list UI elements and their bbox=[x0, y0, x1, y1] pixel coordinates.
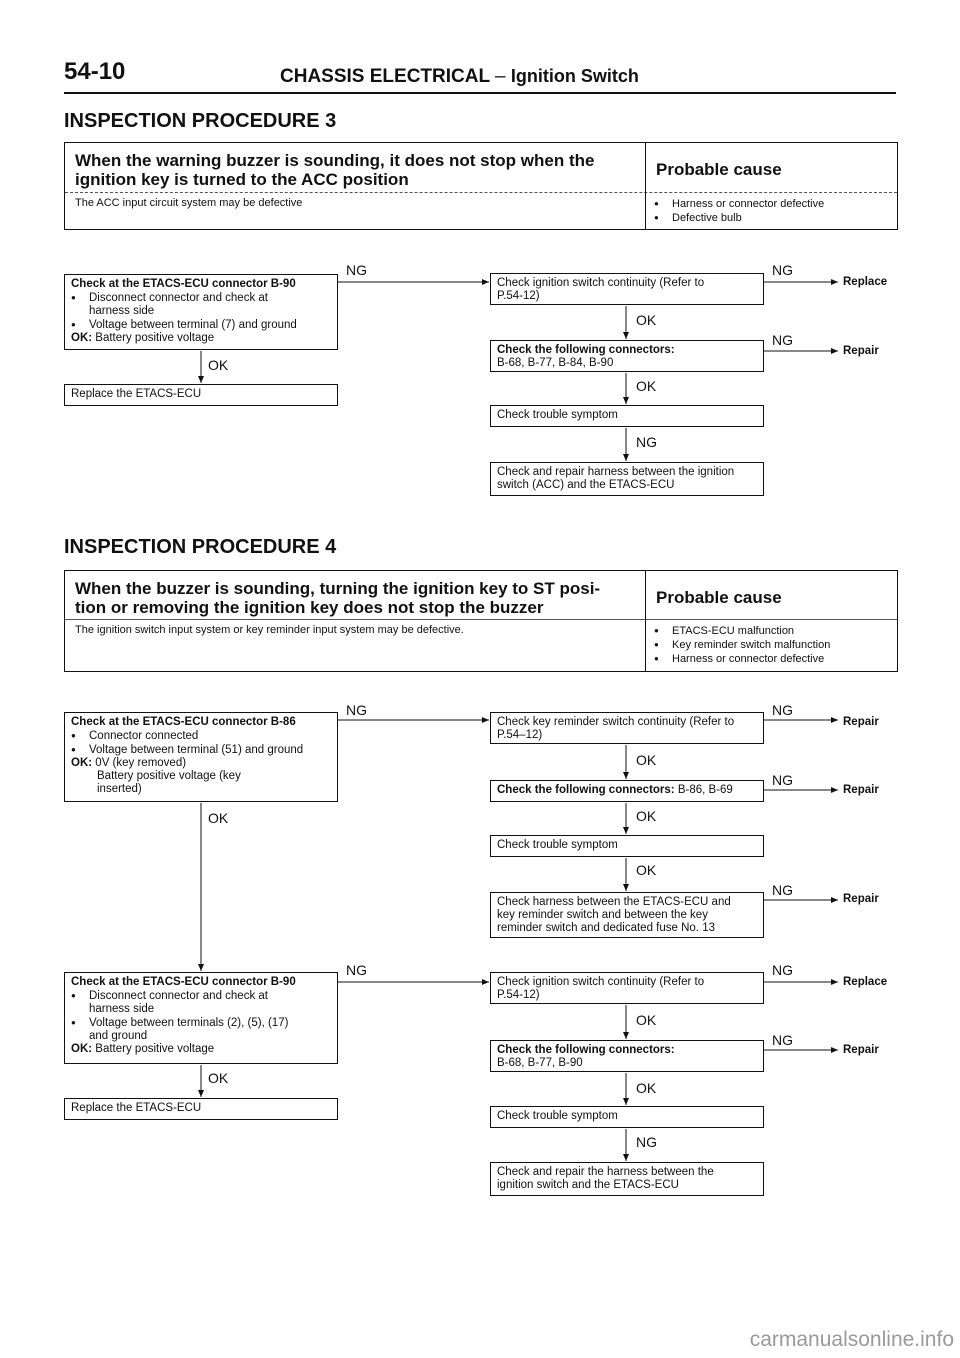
result-repair: Repair bbox=[843, 345, 879, 357]
step-title: Check at the ETACS-ECU connector B-86 bbox=[71, 716, 296, 728]
symptom-line-1: When the buzzer is sounding, turning the ignition key to ST posi- bbox=[75, 579, 601, 598]
step-item-cont: and ground bbox=[89, 1030, 148, 1042]
ng-label: NG bbox=[772, 702, 793, 718]
step-replace-ecu: Replace the ETACS-ECU bbox=[64, 1098, 338, 1120]
subsection-name: Ignition Switch bbox=[510, 66, 639, 86]
step-line: Check and repair the harness between the bbox=[497, 1166, 714, 1178]
ok-label: OK: bbox=[71, 332, 93, 344]
step-title: Check the following connectors: bbox=[497, 1044, 675, 1056]
ok-label: OK bbox=[208, 1070, 229, 1086]
step-item-cont: harness side bbox=[89, 1003, 155, 1015]
procedure-3-title: INSPECTION PROCEDURE 3 bbox=[64, 110, 337, 132]
step-item: ● Connector connected bbox=[71, 729, 331, 743]
cause-description: The ACC input circuit system may be defective bbox=[75, 197, 303, 209]
result-repair: Repair bbox=[843, 893, 879, 905]
step-line: reminder switch and dedicated fuse No. 13 bbox=[497, 922, 715, 934]
step-line: ignition switch and the ETACS-ECU bbox=[497, 1179, 679, 1191]
cause-item: ● Harness or connector defective bbox=[654, 652, 897, 666]
connector-list: B-68, B-77, B-84, B-90 bbox=[497, 357, 614, 369]
cause-description: The ignition switch input system or key reminder input system may be defective. bbox=[75, 624, 464, 636]
symptom-line-2: tion or removing the ignition key does not stop the buzzer bbox=[75, 598, 544, 617]
symptom-line-2: ignition key is turned to the ACC position bbox=[75, 170, 409, 189]
ok-value: Battery positive voltage bbox=[95, 332, 215, 344]
step-line: key reminder switch and between the key bbox=[497, 909, 708, 921]
step-check-trouble: Check trouble symptom bbox=[490, 405, 764, 427]
ok-label: OK bbox=[636, 378, 657, 394]
step-title: Check the following connectors: bbox=[497, 344, 675, 356]
ok-label: OK bbox=[636, 862, 657, 878]
step-line: Check ignition switch continuity (Refer to bbox=[497, 976, 705, 988]
connector-list: B-68, B-77, B-90 bbox=[497, 1057, 583, 1069]
step-line: switch (ACC) and the ETACS-ECU bbox=[497, 479, 675, 491]
probable-cause-label: Probable cause bbox=[645, 571, 897, 619]
title-dash: – bbox=[495, 66, 511, 87]
ok-label: OK bbox=[208, 810, 229, 826]
ng-label: NG bbox=[772, 262, 793, 278]
ng-label: NG bbox=[346, 962, 367, 978]
section-name: CHASSIS ELECTRICAL bbox=[280, 66, 490, 87]
cause-item: ● Harness or connector defective bbox=[654, 197, 897, 211]
ng-label: NG bbox=[772, 962, 793, 978]
result-repair: Repair bbox=[843, 716, 879, 728]
procedure-4-title: INSPECTION PROCEDURE 4 bbox=[64, 536, 337, 558]
ok-value: 0V (key removed) bbox=[95, 757, 187, 769]
step-line: P.54-12) bbox=[497, 290, 540, 302]
step-item-cont: harness side bbox=[89, 305, 155, 317]
ng-label: NG bbox=[772, 332, 793, 348]
connector-list: B-86, B-69 bbox=[677, 784, 733, 796]
step-title: Check the following connectors: bbox=[497, 784, 675, 796]
step-title: Check at the ETACS-ECU connector B-90 bbox=[71, 976, 296, 988]
step-line: P.54–12) bbox=[497, 729, 543, 741]
step-line: Check ignition switch continuity (Refer to bbox=[497, 277, 705, 289]
step-check-trouble: Check trouble symptom bbox=[490, 1106, 764, 1128]
result-replace: Replace bbox=[843, 976, 888, 988]
step-check-trouble: Check trouble symptom bbox=[490, 835, 764, 857]
result-replace: Replace bbox=[843, 276, 888, 288]
ng-label: NG bbox=[772, 1032, 793, 1048]
step-line: Check key reminder switch continuity (Refer to bbox=[497, 716, 735, 728]
ok-label: OK bbox=[636, 312, 657, 328]
step-line: Check and repair harness between the ignition bbox=[497, 466, 735, 478]
ok-value: Battery positive voltage (key bbox=[97, 770, 241, 782]
watermark: carmanualsonline.info bbox=[749, 1328, 954, 1351]
step-replace-ecu: Replace the ETACS-ECU bbox=[64, 384, 338, 406]
step-item: ● Disconnect connector and check at bbox=[71, 291, 331, 305]
ok-label: OK bbox=[636, 1012, 657, 1028]
step-item: ● Voltage between terminal (7) and ground bbox=[71, 318, 331, 332]
ok-label: OK bbox=[636, 752, 657, 768]
ng-label: NG bbox=[346, 262, 367, 278]
step-line: Check harness between the ETACS-ECU and bbox=[497, 896, 731, 908]
step-item: ● Voltage between terminals (2), (5), (17) bbox=[71, 1016, 331, 1030]
result-repair: Repair bbox=[843, 1044, 879, 1056]
ng-label: NG bbox=[636, 1134, 657, 1150]
step-title: Check at the ETACS-ECU connector B-90 bbox=[71, 278, 296, 290]
cause-item: ● Defective bulb bbox=[654, 211, 897, 225]
symptom-line-1: When the warning buzzer is sounding, it does not stop when the bbox=[75, 151, 595, 170]
ok-label: OK bbox=[636, 1080, 657, 1096]
cause-item: ● ETACS-ECU malfunction bbox=[654, 624, 897, 638]
result-repair: Repair bbox=[843, 784, 879, 796]
ng-label: NG bbox=[346, 702, 367, 718]
ok-label: OK bbox=[636, 808, 657, 824]
step-item: ● Disconnect connector and check at bbox=[71, 989, 331, 1003]
ok-value: inserted) bbox=[97, 783, 142, 795]
ok-value: Battery positive voltage bbox=[95, 1043, 215, 1055]
ng-label: NG bbox=[772, 882, 793, 898]
ok-label: OK: bbox=[71, 757, 93, 769]
ng-label: NG bbox=[636, 434, 657, 450]
ok-label: OK: bbox=[71, 1043, 93, 1055]
ng-label: NG bbox=[772, 772, 793, 788]
probable-cause-label: Probable cause bbox=[645, 143, 897, 192]
ok-label: OK bbox=[208, 357, 229, 373]
step-line: P.54-12) bbox=[497, 989, 540, 1001]
step-item: ● Voltage between terminal (51) and ground bbox=[71, 743, 331, 757]
cause-item: ● Key reminder switch malfunction bbox=[654, 638, 897, 652]
page-number: 54-10 bbox=[64, 58, 126, 85]
